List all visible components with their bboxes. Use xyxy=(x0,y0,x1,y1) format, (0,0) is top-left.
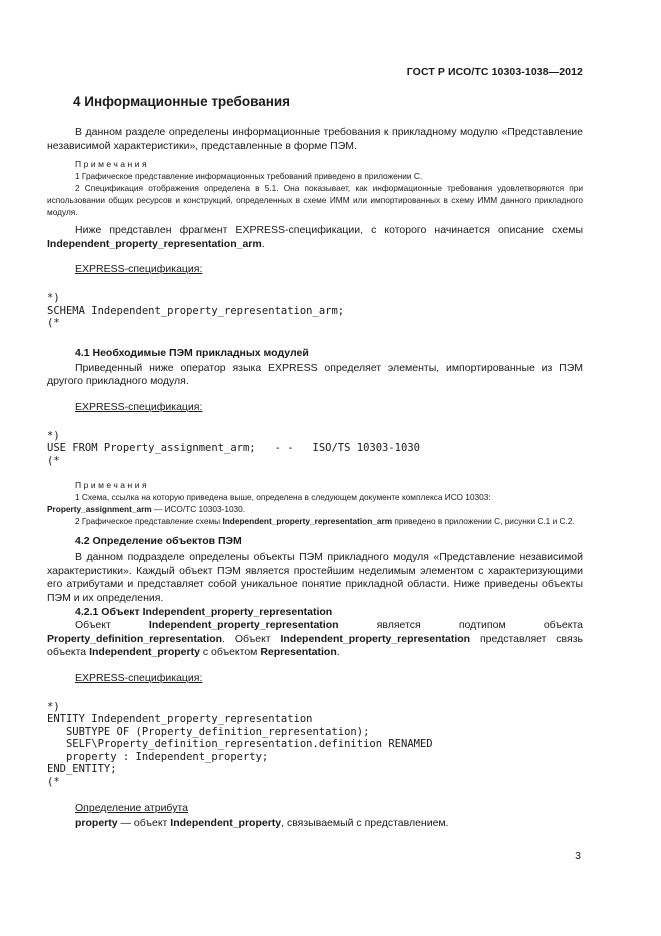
use-from-code: *) USE FROM Property_assignment_arm; - - ISO/TS 10303-1030 (* xyxy=(47,429,420,467)
section-4-1-title: 4.1 Необходимые ПЭМ прикладных модулей xyxy=(75,346,309,359)
fragment-paragraph: Ниже представлен фрагмент EXPRESS-спецификации, с которого начинается описание схемы Independent_property_representation_arm. xyxy=(47,224,583,250)
page-content xyxy=(47,94,583,831)
section-4-2-1-title: 4.2.1 Объект Independent_property_representation xyxy=(75,606,333,618)
attribute-definition: property — объект Independent_property, связываемый с представлением. xyxy=(75,817,449,829)
section-4-2-1-text: Объект Independent_property_representation является подтипом объекта Property_definition_representation. Объект Independent_property_representation представляет связь объекта Independent_property с объектом Representation. xyxy=(47,619,583,658)
express-spec-label-3: EXPRESS-спецификация: xyxy=(75,671,203,684)
section-4-intro: В данном разделе определены информационные требования к прикладному модулю «Представление независимой характеристики», представленные в форме ПЭМ. xyxy=(47,126,583,152)
note-2: 2 Спецификация отображения определена в 5.1. Она показывает, как информационные требования удовлетворяются при использовании общих ресурсов и конструкций, определенных в схеме ИММ или импортированных в схему ИММ данного прикладного модуля. xyxy=(47,183,583,217)
note-1: 1 Графическое представление информационных требований приведено в приложении С. xyxy=(75,171,423,181)
page-number: 3 xyxy=(575,850,581,862)
express-spec-label-2: EXPRESS-спецификация: xyxy=(75,400,203,413)
note-4-1-2: 2 Графическое представление схемы Independent_property_representation_arm приведено в приложении С, рисунки С.1 и С.2. xyxy=(75,516,575,526)
schema-name: Independent_property_representation_arm xyxy=(47,237,262,250)
note-title: Примечания xyxy=(75,159,150,169)
note-4-1-1: 1 Схема, ссылка на которую приведена выше, определена в следующем документе комплекса ИСО 10303: xyxy=(75,492,491,502)
note-title-2: Примечания xyxy=(75,480,150,490)
standard-header: ГОСТ Р ИСО/ТС 10303-1038—2012 xyxy=(406,66,583,78)
section-4-2-title: 4.2 Определение объектов ПЭМ xyxy=(75,535,242,547)
section-4-2-text: В данном подразделе определены объекты ПЭМ прикладного модуля «Представление независимой характеристики». Каждый объект ПЭМ является простейшим неделимым элементом с характеризующими его атрибутами и представляет собой уникальное понятие прикладной области. Ниже приведены объекты ПЭМ и их определения. xyxy=(47,551,583,604)
express-spec-label: EXPRESS-спецификация: xyxy=(75,263,203,275)
section-4-title: 4 Информационные требования xyxy=(73,94,291,109)
entity-code: *) ENTITY Independent_property_representation SUBTYPE OF (Property_definition_representation); SELF\Property_definition_representation.definition RENAMED property : Independent_property; END_ENTITY; (* xyxy=(47,700,433,788)
schema-code: *) SCHEMA Independent_property_representation_arm; (* xyxy=(47,292,345,329)
note-4-1-1b: Property_assignment_arm — ИСО/ТС 10303-1030. xyxy=(47,504,246,514)
attribute-definition-label: Определение атрибута xyxy=(75,802,188,814)
section-4-1-text: Приведенный ниже оператор языка EXPRESS определяет элементы, импортированные из ПЭМ другого прикладного модуля. xyxy=(47,361,583,387)
